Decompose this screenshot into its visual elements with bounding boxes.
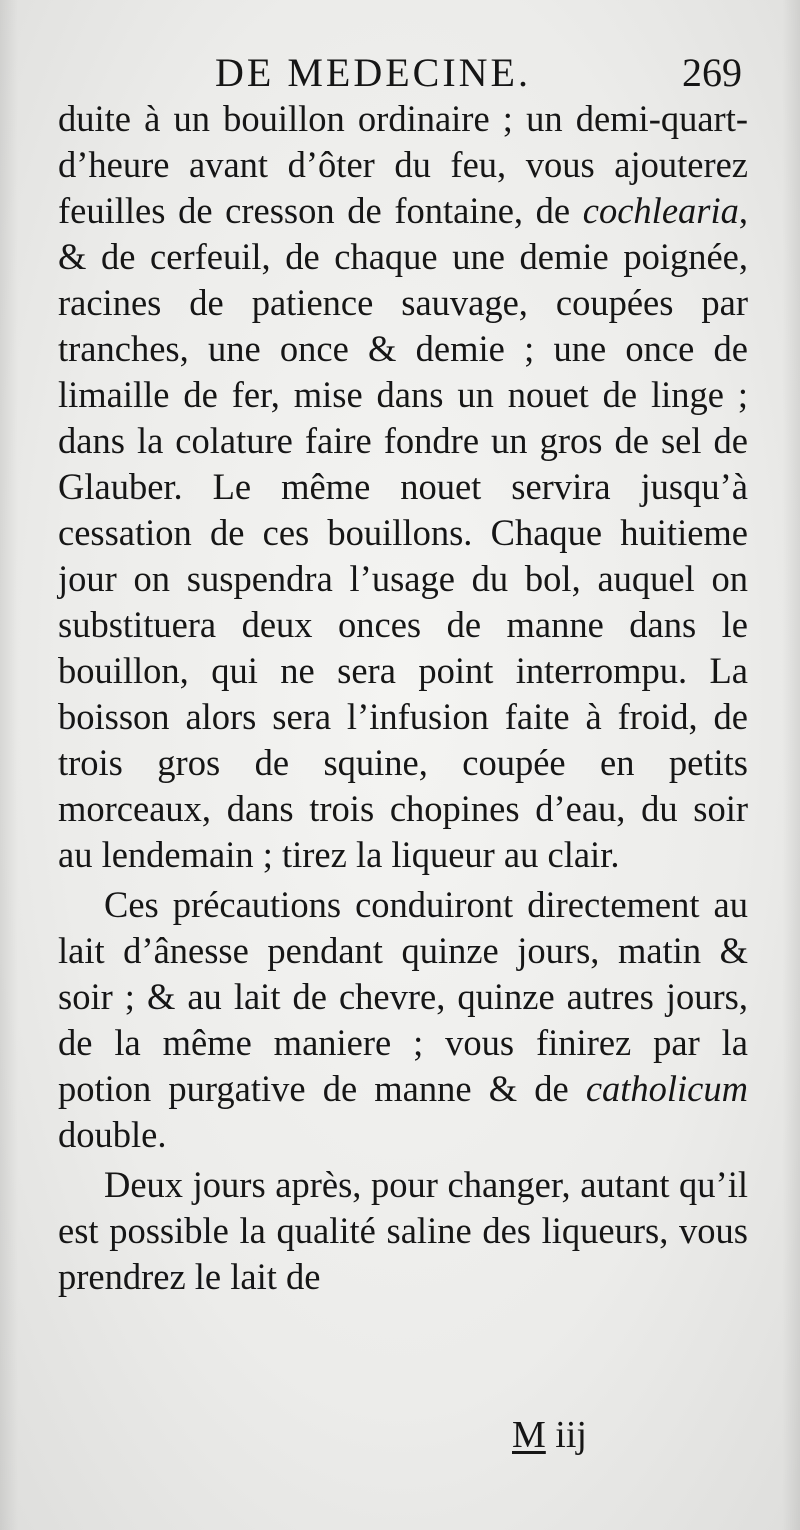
signature-number: iij (555, 1414, 587, 1456)
italic-term-catholicum: catholicum (585, 1068, 748, 1109)
paragraph-1 (58, 96, 748, 878)
text-run: Ces précautions conduiront directement au lait d’ânesse pendant quinze jours, matin & soir ; & au lait de chevre, quinze autres jours, de la même maniere ; vous finirez par la potion purgative de manne & de (58, 884, 748, 1109)
page-header (0, 48, 800, 98)
page-edge-shadow-right (782, 0, 800, 1530)
signature-letter: M (512, 1414, 546, 1456)
running-title: DE MEDECINE. (215, 50, 531, 95)
paragraph-3 (58, 1162, 748, 1300)
page-edge-shadow-left (0, 0, 18, 1530)
signature-mark (512, 1412, 587, 1458)
body-text (58, 96, 748, 1300)
italic-term-cochlearia: cochlearia (582, 190, 739, 231)
text-run: Deux jours après, pour changer, autant qu’il est possible la qualité saline des liqueurs, vous prendrez le lait de (58, 1164, 748, 1297)
text-run: , & de cerfeuil, de chaque une demie poignée, racines de patience sauvage, coupées par tranches, une once & demie ; une once de limaille de fer, mise dans un nouet de linge ; dans la colature faire fondre un gros de sel de Glauber. Le même nouet servira jusqu’à cessation de ces bouillons. Chaque huitieme jour on suspendra l’usage du bol, auquel on substituera deux onces de manne dans le bouillon, qui ne sera point interrompu. La boisson alors sera l’infusion faite à froid, de trois gros de squine, coupée en petits morceaux, dans trois chopines d’eau, du soir au lendemain ; tirez la liqueur au clair. (58, 190, 748, 875)
text-run: duite à un bouillon ordinaire ; un demi-quart-d’heure avant d’ôter du feu, vous ajouterez feuilles de cresson de fontaine, de (58, 98, 748, 231)
text-run: double. (58, 1114, 167, 1155)
paragraph-2 (58, 882, 748, 1158)
page-number: 269 (682, 50, 742, 95)
